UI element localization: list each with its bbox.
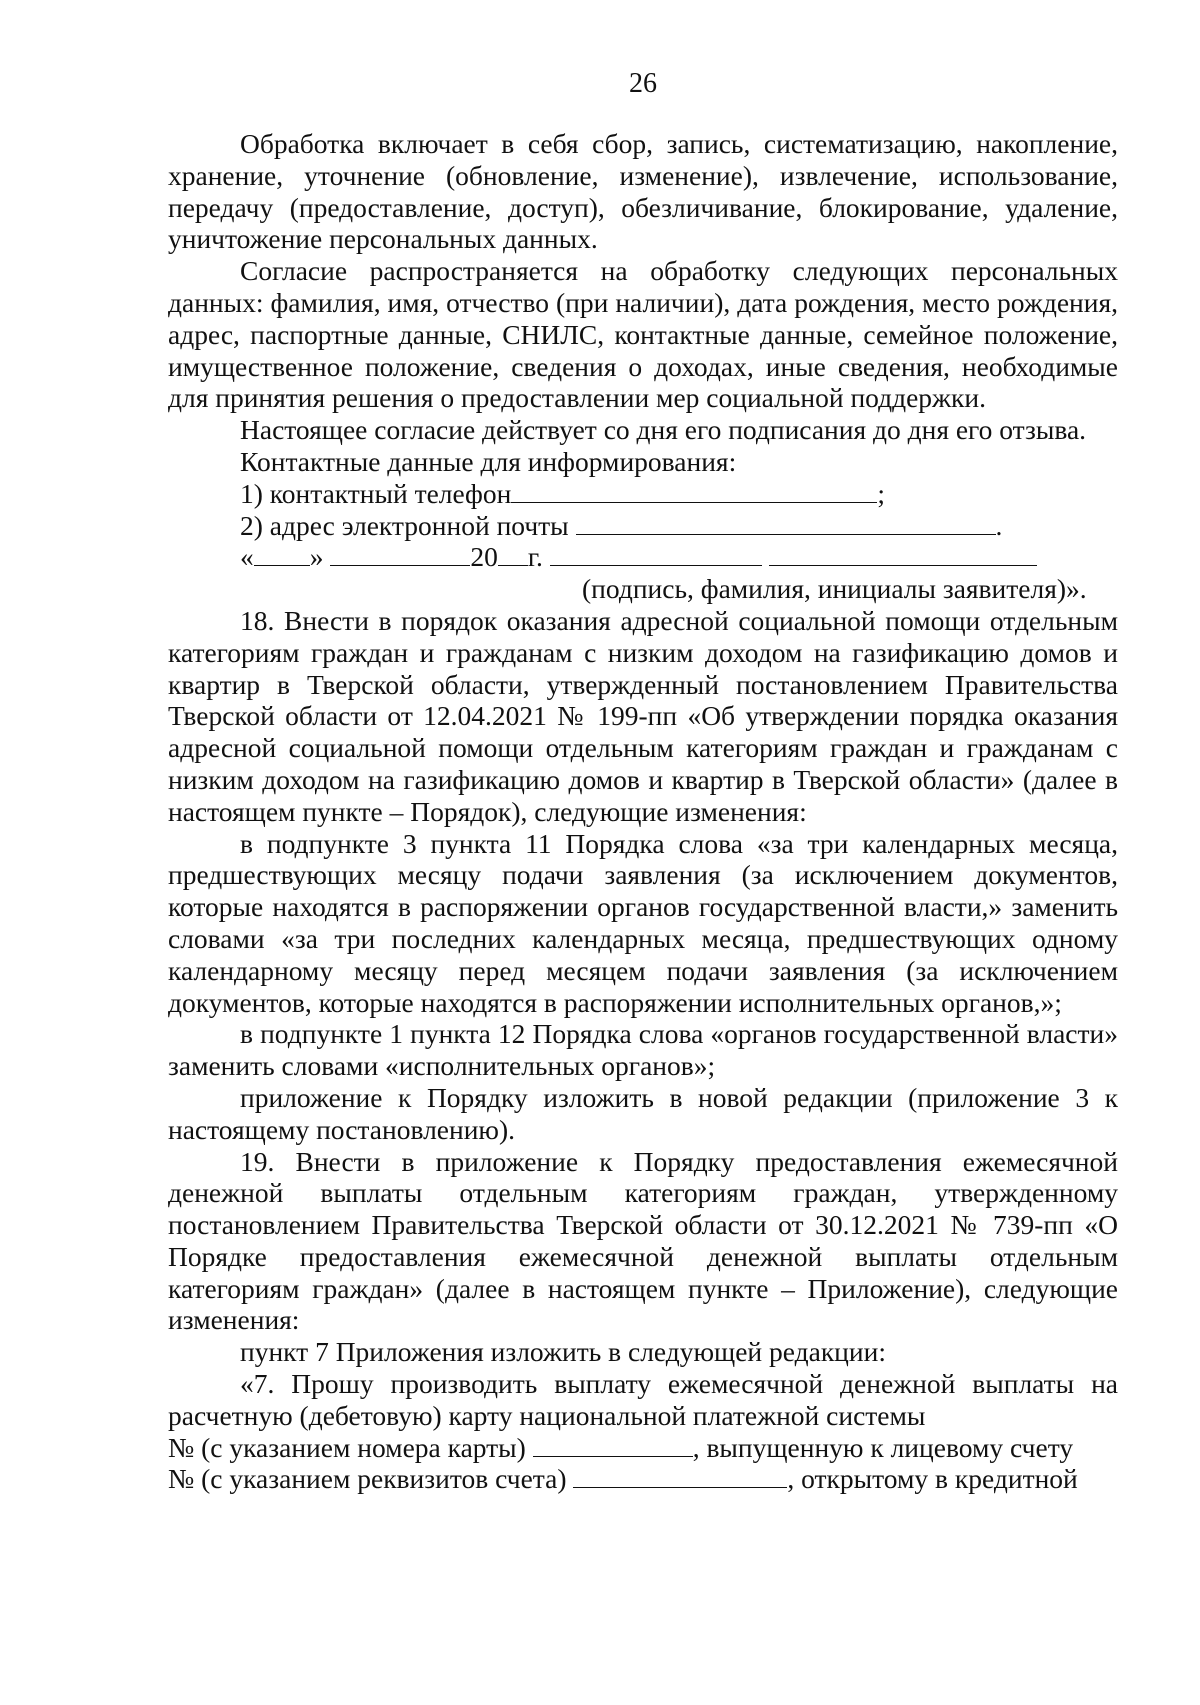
- paragraph-7-text: «7. Прошу производить выплату ежемесячной денежной выплаты на расчетную (дебетовую) карту национальной платежной системы: [168, 1368, 1118, 1431]
- paragraph-19-item-7: пункт 7 Приложения изложить в следующей редакции:: [240, 1336, 886, 1368]
- paragraph-18-appendix: приложение к Порядку изложить в новой редакции (приложение 3 к настоящему постановлению).: [168, 1081, 1118, 1145]
- card-label: № (с указанием номера карты): [168, 1431, 526, 1463]
- signature-caption: (подпись, фамилия, инициалы заявителя)».: [582, 573, 1087, 605]
- paragraph-consent-scope: Согласие распространяется на обработку следующих персональных данных: фамилия, имя, отчество (при наличии), дата рождения, место рождения, адрес, паспортные данные, СНИЛС, контактные данные, семейное положение, имущественное положение, сведения о доходах, иные сведения, необходимые для принятия решения о предоставлении мер социальной поддержки.: [168, 255, 1118, 414]
- document-body: [168, 128, 1118, 1495]
- email-blank: [576, 512, 996, 535]
- card-number-line: [168, 1432, 1118, 1464]
- phone-end: ;: [877, 477, 885, 509]
- paragraph-processing: Обработка включает в себя сбор, запись, систематизацию, накопление, хранение, уточнение (обновление, изменение), извлечение, использование, передачу (предоставление, доступ), обезличивание, блокирование, удаление, уничтожение персональных данных.: [168, 128, 1118, 255]
- year-blank: [498, 543, 528, 566]
- paragraph-19: 19. Внести в приложение к Порядку предоставления ежемесячной денежной выплаты отдельным категориям граждан, утвержденному постановлением Правительства Тверской области от 30.12.2021 № 739-пп «О Порядке предоставления ежемесячной денежной выплаты отдельным категориям граждан» (далее в настоящем пункте – Приложение), следующие изменения:: [168, 1145, 1118, 1336]
- signature-blank: [550, 543, 762, 566]
- phone-label: 1) контактный телефон: [240, 477, 512, 509]
- name-blank: [769, 543, 1037, 566]
- account-label: № (с указанием реквизитов счета): [168, 1463, 567, 1495]
- year-suffix: г.: [527, 541, 543, 573]
- email-end: .: [995, 509, 1003, 541]
- date-close-quote: »: [309, 541, 324, 573]
- card-after: , выпущенную к лицевому счету: [692, 1431, 1074, 1463]
- paragraph-18-sub-3-11: в подпункте 3 пункта 11 Порядка слова «за три календарных месяца, предшествующих месяцу подачи заявления (за исключением документов, которые находятся в распоряжении органов государственной власти,» заменить словами «за три последних календарных месяца, предшествующих одному календарному месяцу перед месяцем подачи заявления (за исключением документов, которые находятся в распоряжении исполнительных органов,»;: [168, 827, 1118, 1018]
- year-prefix: 20: [470, 541, 498, 573]
- day-blank: [254, 543, 310, 566]
- paragraph-contact-heading: Контактные данные для информирования:: [240, 445, 737, 477]
- page-number: 26: [629, 68, 657, 99]
- paragraph-consent-validity: Настоящее согласие действует со дня его подписания до дня его отзыва.: [240, 414, 1087, 446]
- paragraph-18-sub-1-12: в подпункте 1 пункта 12 Порядка слова «органов государственной власти» заменить словами «исполнительных органов»;: [168, 1018, 1118, 1082]
- phone-line: [168, 478, 1118, 510]
- email-line: [168, 510, 1118, 542]
- account-after: , открытому в кредитной: [787, 1463, 1078, 1495]
- date-signature-line: [168, 541, 1118, 573]
- card-number-blank: [533, 1434, 693, 1457]
- account-blank: [573, 1465, 787, 1488]
- month-blank: [330, 543, 470, 566]
- date-open-quote: «: [240, 541, 254, 573]
- email-label: 2) адрес электронной почты: [240, 509, 569, 541]
- paragraph-18: 18. Внести в порядок оказания адресной социальной помощи отдельным категориям граждан и гражданам с низким доходом на газификацию домов и квартир в Тверской области, утвержденный постановлением Правительства Тверской области от 12.04.2021 № 199-пп «Об утверждении порядка оказания адресной социальной помощи отдельным категориям граждан и гражданам с низким доходом на газификацию домов и квартир в Тверской области» (далее в настоящем пункте – Порядок), следующие изменения:: [168, 604, 1118, 827]
- phone-blank: [511, 480, 877, 503]
- account-line: [168, 1463, 1118, 1495]
